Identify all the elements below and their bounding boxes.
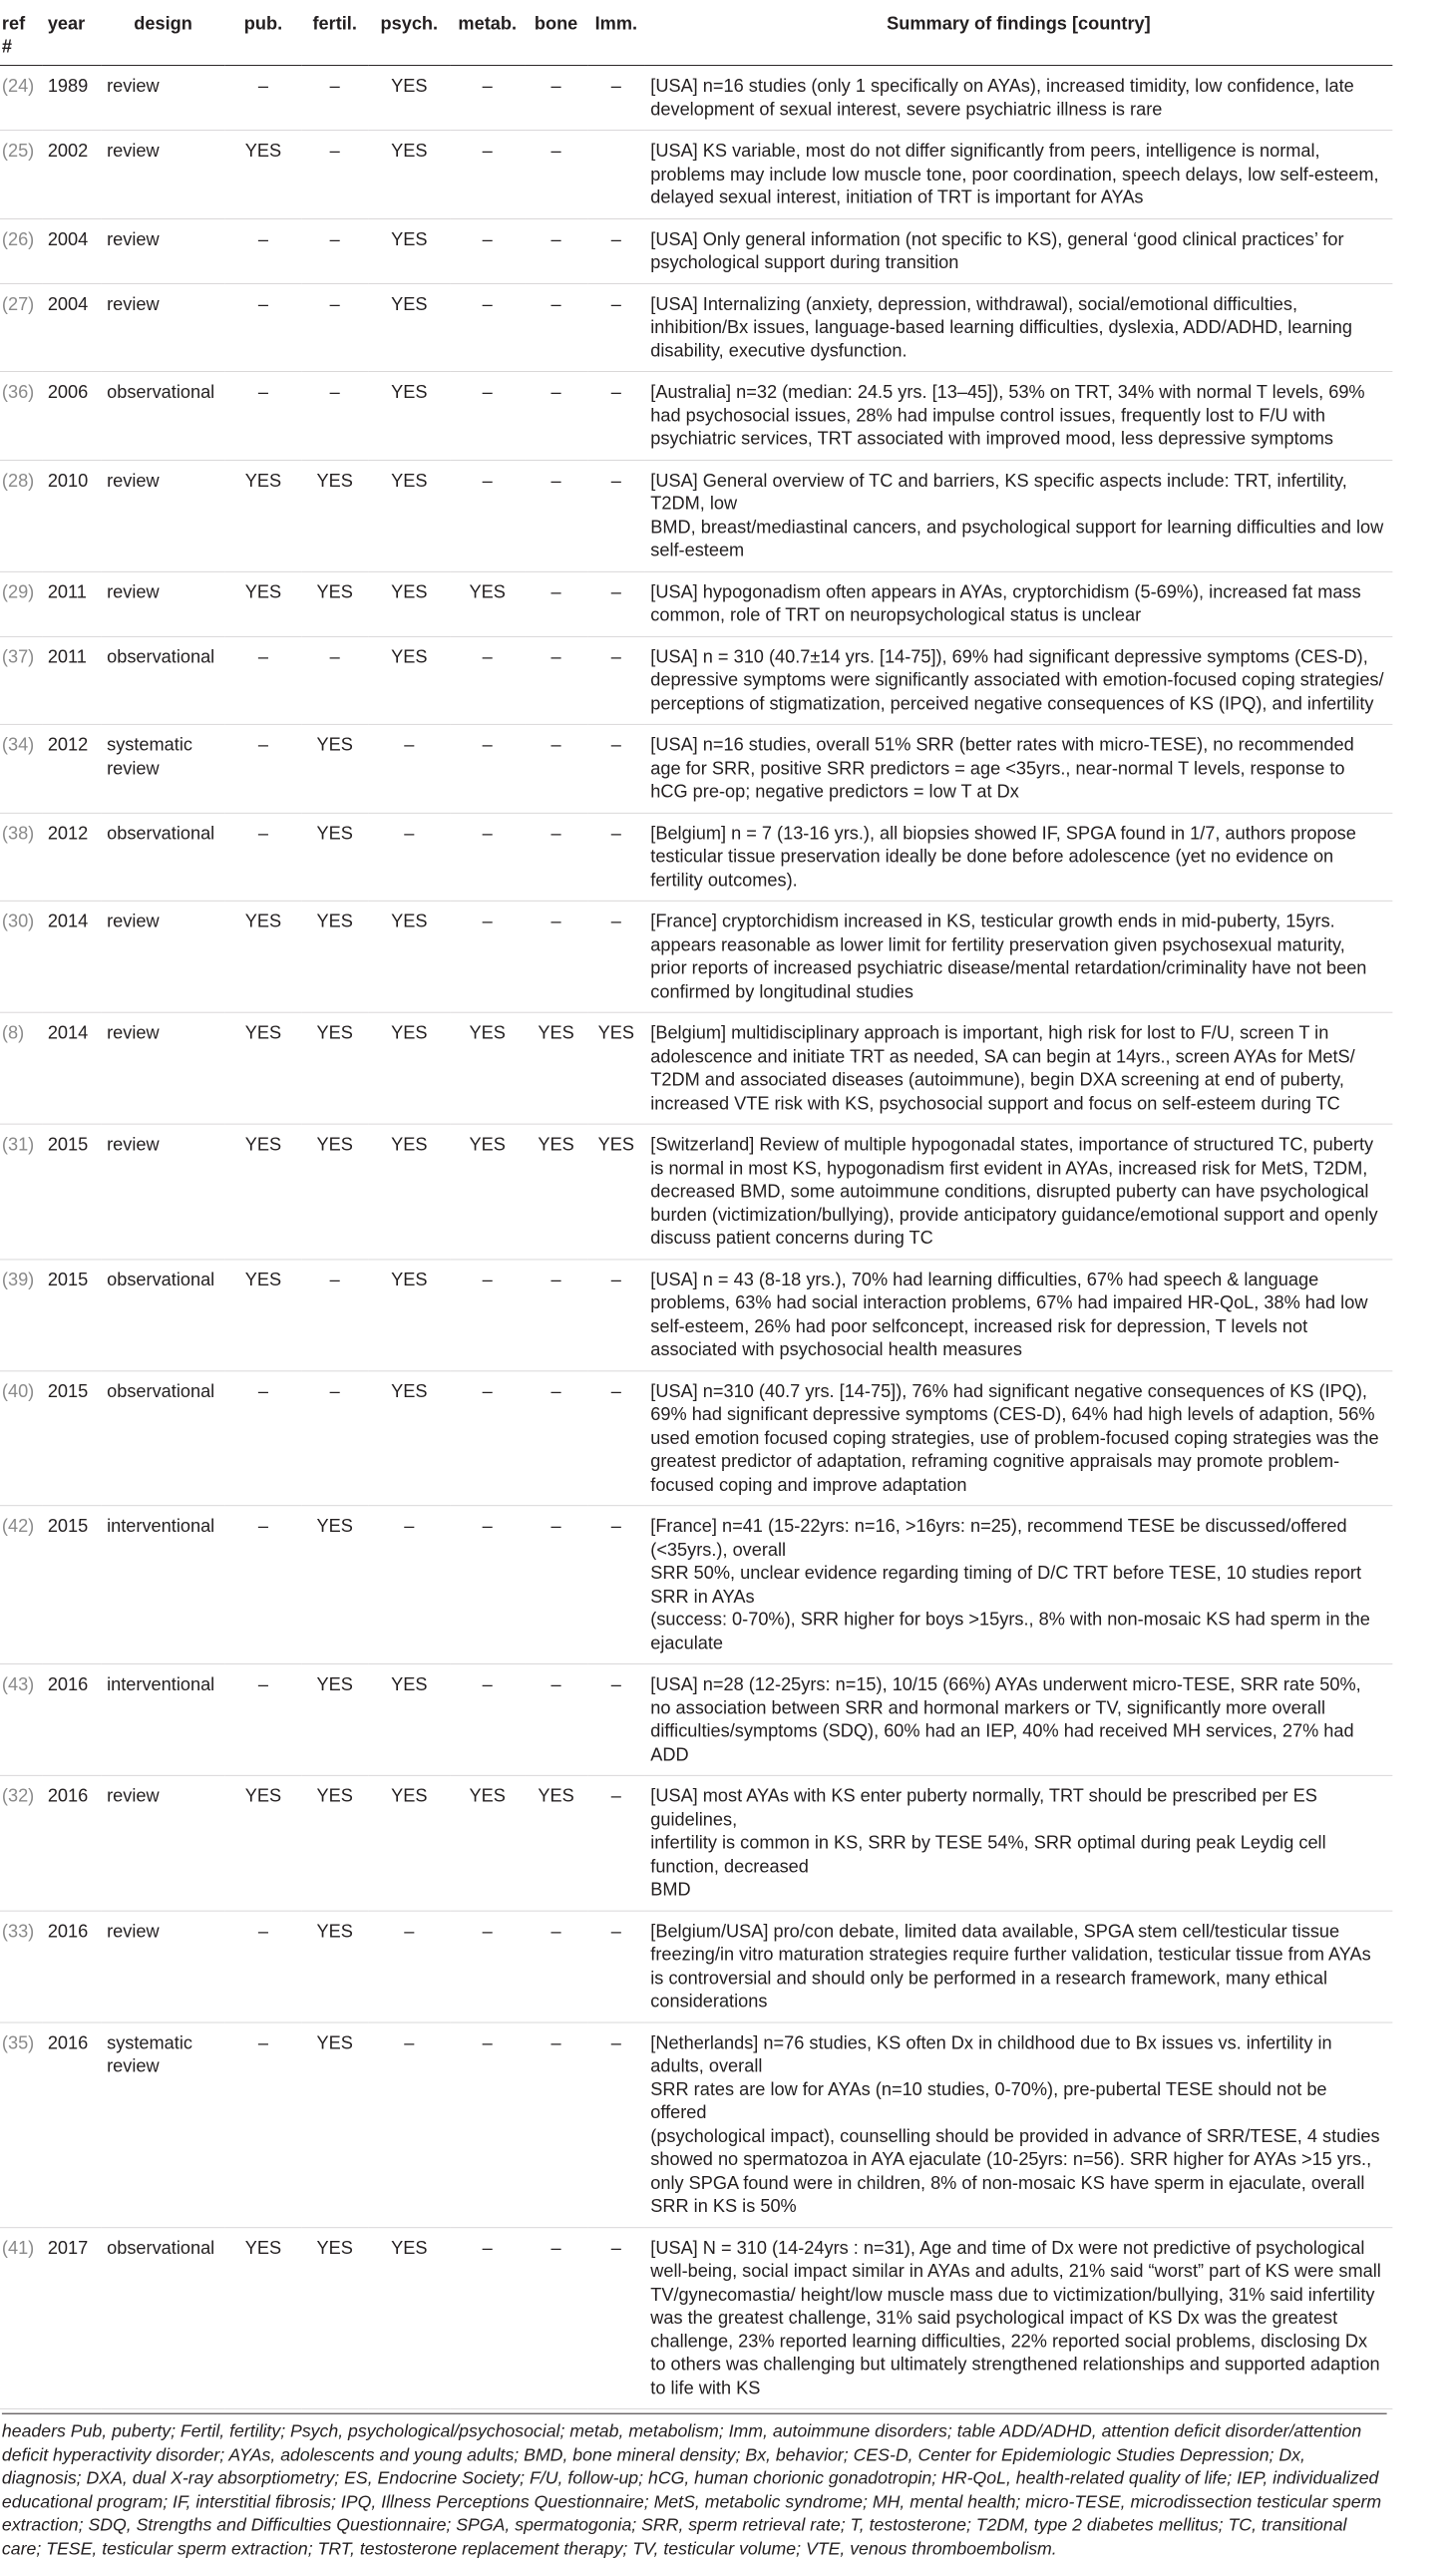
table-row	[0, 1124, 1392, 1259]
cell-imm: –	[587, 724, 644, 812]
cell-imm: –	[587, 460, 644, 571]
cell-pub: –	[225, 1911, 302, 2022]
cell-pub: –	[225, 1370, 302, 1505]
cell-fertil: YES	[301, 460, 368, 571]
cell-metab: –	[450, 218, 525, 283]
cell-bone: –	[525, 813, 587, 901]
cell-metab: –	[450, 1911, 525, 2022]
cell-summary: [Netherlands] n=76 studies, KS often Dx in childhood due to Bx issues vs. infertility in adults, overall SRR rates are low for AYAs (n=10 studies, 0-70%), pre-pubertal TESE should not be offered (psychological impact), counselling should be provided in advance of SRR/TESE, 4 studies showed no spermatozoa in AYA ejaculate (10-25yrs: n=56). SRR higher for AYAs >15 yrs., only SPGA found were in children, 8% of non-mosaic KS have sperm in ejaculate, overall SRR in KS is 50%	[645, 2022, 1393, 2228]
cell-year: 2016	[42, 1663, 101, 1775]
cell-imm: –	[587, 636, 644, 724]
cell-bone: –	[525, 372, 587, 460]
cell-metab: –	[450, 1370, 525, 1505]
cell-ref: (26)	[0, 218, 42, 283]
cell-fertil: –	[301, 1370, 368, 1505]
cell-bone: –	[525, 218, 587, 283]
cell-imm: –	[587, 218, 644, 283]
cell-summary: [USA] hypogonadism often appears in AYAs, cryptorchidism (5-69%), increased fat mass common, role of TRT on neuropsychological status is unclear	[645, 571, 1393, 636]
cell-imm: –	[587, 2022, 644, 2228]
cell-bone: –	[525, 131, 587, 218]
cell-pub: YES	[225, 1012, 302, 1124]
cell-year: 2016	[42, 1775, 101, 1910]
cell-ref: (33)	[0, 1911, 42, 2022]
cell-metab: –	[450, 901, 525, 1012]
cell-imm: –	[587, 1663, 644, 1775]
cell-design: review	[101, 218, 224, 283]
cell-imm: –	[587, 372, 644, 460]
cell-year: 1989	[42, 66, 101, 131]
cell-summary: [USA] N = 310 (14-24yrs : n=31), Age and time of Dx were not predictive of psychological well-being, social impact similar in AYAs and adults, 21% said “worst” part of KS were small TV/gynecomastia/ height/low muscle mass due to victimization/bullying, 31% said infertility was the greatest challenge, 31% said psychological impact of KS Dx was the greatest challenge, 23% reported learning difficulties, 22% reported social problems, disclosing Dx to others was challenging but ultimately strengthened relationships and supported adaption to life with KS	[645, 2227, 1393, 2408]
cell-fertil: YES	[301, 1012, 368, 1124]
cell-design: review	[101, 1775, 224, 1910]
cell-ref: (36)	[0, 372, 42, 460]
cell-summary: [Belgium/USA] pro/con debate, limited data available, SPGA stem cell/testicular tissue freezing/in vitro maturation strategies require further validation, testicular tissue from AYAs is controversial and should only be performed in a research framework, many ethical considerations	[645, 1911, 1393, 2022]
cell-year: 2012	[42, 724, 101, 812]
cell-pub: –	[225, 218, 302, 283]
cell-bone: YES	[525, 1124, 587, 1259]
cell-ref: (34)	[0, 724, 42, 812]
cell-psych: YES	[368, 571, 450, 636]
table-row	[0, 283, 1392, 371]
cell-psych: –	[368, 813, 450, 901]
cell-pub: YES	[225, 901, 302, 1012]
cell-summary: [Belgium] n = 7 (13-16 yrs.), all biopsies showed IF, SPGA found in 1/7, authors propose testicular tissue preservation ideally be done before adolescence (yet no evidence on fertility outcomes).	[645, 813, 1393, 901]
cell-pub: YES	[225, 2227, 302, 2408]
header-design: design	[101, 0, 224, 66]
cell-year: 2006	[42, 372, 101, 460]
cell-pub: –	[225, 724, 302, 812]
table-row	[0, 2227, 1392, 2408]
cell-year: 2014	[42, 901, 101, 1012]
cell-year: 2002	[42, 131, 101, 218]
cell-summary: [France] n=41 (15-22yrs: n=16, >16yrs: n=25), recommend TESE be discussed/offered (<35yrs.), overall SRR 50%, unclear evidence regarding timing of D/C TRT before TESE, 10 studies report SRR in AYAs (success: 0-70%), SRR higher for boys >15yrs., 8% with non-mosaic KS had sperm in the ejaculate	[645, 1506, 1393, 1664]
table-row	[0, 1663, 1392, 1775]
cell-fertil: YES	[301, 1775, 368, 1910]
cell-ref: (42)	[0, 1506, 42, 1664]
table-row	[0, 131, 1392, 218]
cell-fertil: YES	[301, 901, 368, 1012]
cell-ref: (38)	[0, 813, 42, 901]
header-bone: bone	[525, 0, 587, 66]
header-row	[0, 0, 1392, 66]
cell-bone: –	[525, 2227, 587, 2408]
cell-bone: –	[525, 901, 587, 1012]
cell-pub: YES	[225, 571, 302, 636]
cell-bone: –	[525, 1911, 587, 2022]
header-pub: pub.	[225, 0, 302, 66]
cell-design: interventional	[101, 1506, 224, 1664]
cell-design: observational	[101, 813, 224, 901]
cell-metab: –	[450, 131, 525, 218]
cell-summary: [USA] n = 310 (40.7±14 yrs. [14-75]), 69% had significant depressive symptoms (CES-D), depressive symptoms were significantly associated with emotion-focused coping strategies/ perceptions of stigmatization, perceived negative consequences of KS (IPQ), and infertility	[645, 636, 1393, 724]
cell-ref: (43)	[0, 1663, 42, 1775]
cell-summary: [USA] General overview of TC and barriers, KS specific aspects include: TRT, infertility, T2DM, low BMD, breast/mediastinal cancers, and psychological support for learning difficulties and low self-esteem	[645, 460, 1393, 571]
cell-ref: (32)	[0, 1775, 42, 1910]
cell-summary: [Australia] n=32 (median: 24.5 yrs. [13–45]), 53% on TRT, 34% with normal T levels, 69% had psychosocial issues, 28% had impulse control issues, frequently lost to F/U with psychiatric services, TRT associated with improved mood, less depressive symptoms	[645, 372, 1393, 460]
table-row	[0, 636, 1392, 724]
cell-imm: –	[587, 901, 644, 1012]
cell-bone: –	[525, 571, 587, 636]
cell-bone: YES	[525, 1012, 587, 1124]
table-row	[0, 724, 1392, 812]
cell-metab: YES	[450, 1012, 525, 1124]
header-psych: psych.	[368, 0, 450, 66]
cell-metab: –	[450, 372, 525, 460]
cell-ref: (35)	[0, 2022, 42, 2228]
cell-metab: –	[450, 1259, 525, 1370]
cell-fertil: YES	[301, 724, 368, 812]
cell-psych: YES	[368, 1259, 450, 1370]
cell-imm: –	[587, 1370, 644, 1505]
cell-year: 2010	[42, 460, 101, 571]
table-row	[0, 1775, 1392, 1910]
cell-ref: (25)	[0, 131, 42, 218]
cell-psych: YES	[368, 1012, 450, 1124]
cell-bone: –	[525, 1506, 587, 1664]
cell-psych: YES	[368, 1370, 450, 1505]
cell-psych: YES	[368, 901, 450, 1012]
cell-imm	[587, 131, 644, 218]
cell-pub: –	[225, 813, 302, 901]
cell-imm: –	[587, 66, 644, 131]
table-row	[0, 1911, 1392, 2022]
cell-imm: –	[587, 2227, 644, 2408]
cell-ref: (28)	[0, 460, 42, 571]
cell-fertil: YES	[301, 571, 368, 636]
header-summary: Summary of findings [country]	[645, 0, 1393, 66]
table-body	[0, 66, 1392, 2409]
cell-fertil: YES	[301, 1506, 368, 1664]
cell-summary: [USA] n=16 studies, overall 51% SRR (better rates with micro-TESE), no recommended age for SRR, positive SRR predictors = age <35yrs., near-normal T levels, response to hCG pre-op; negative predictors = low T at Dx	[645, 724, 1393, 812]
cell-metab: –	[450, 460, 525, 571]
cell-psych: YES	[368, 636, 450, 724]
cell-imm: –	[587, 283, 644, 371]
cell-metab: –	[450, 813, 525, 901]
cell-bone: –	[525, 1259, 587, 1370]
cell-ref: (39)	[0, 1259, 42, 1370]
cell-design: review	[101, 131, 224, 218]
cell-design: interventional	[101, 1663, 224, 1775]
table-header	[0, 0, 1392, 66]
cell-ref: (41)	[0, 2227, 42, 2408]
table-row	[0, 813, 1392, 901]
cell-summary: [Switzerland] Review of multiple hypogonadal states, importance of structured TC, puberty is normal in most KS, hypogonadism first evident in AYAs, increased risk for MetS, T2DM, decreased BMD, some autoimmune conditions, disrupted puberty can have psychological burden (victimization/bullying), provide anticipatory guidance/emotional support and openly discuss patient concerns during TC	[645, 1124, 1393, 1259]
cell-psych: YES	[368, 460, 450, 571]
table-footnote: headers Pub, puberty; Fertil, fertility; Psych, psychological/psychosocial; metab, metabolism; Imm, autoimmune disorders; table ADD/ADHD, attention deficit disorder/attention deficit hyperactivity disorder; AYAs, adolescents and young adults; BMD, bone mineral density; Bx, behavior; CES-D, Center for Epidemiologic Studies Depression; Dx, diagnosis; DXA, dual X-ray absorptiometry; ES, Endocrine Society; F/U, follow-up; hCG, human chorionic gonadotropin; HR-QoL, health-related quality of life; IEP, individualized educational program; IF, interstitial fibrosis; IPQ, Illness Perceptions Questionnaire; MetS, metabolic syndrome; MH, mental health; micro-TESE, microdissection testicular sperm extraction; SDQ, Strengths and Difficulties Questionnaire; SPGA, spermatogonia; SRR, sperm retrieval rate; T, testosterone; T2DM, type 2 diabetes mellitus; TC, transitional care; TESE, testicular sperm extraction; TRT, testosterone replacement therapy; TV, testicular volume; VTE, venous thromboembolism.	[2, 2413, 1387, 2560]
cell-year: 2011	[42, 571, 101, 636]
cell-metab: –	[450, 66, 525, 131]
header-imm: Imm.	[587, 0, 644, 66]
cell-summary: [USA] KS variable, most do not differ significantly from peers, intelligence is normal, problems may include low muscle tone, poor coordination, speech delays, low self-esteem, delayed sexual interest, initiation of TRT is important for AYAs	[645, 131, 1393, 218]
cell-year: 2015	[42, 1259, 101, 1370]
cell-fertil: –	[301, 283, 368, 371]
table-row	[0, 66, 1392, 131]
cell-pub: –	[225, 1663, 302, 1775]
cell-pub: –	[225, 1506, 302, 1664]
table-row	[0, 571, 1392, 636]
cell-pub: –	[225, 372, 302, 460]
table-row	[0, 1012, 1392, 1124]
cell-imm: –	[587, 1911, 644, 2022]
cell-summary: [Belgium] multidisciplinary approach is important, high risk for lost to F/U, screen T in adolescence and initiate TRT as needed, SA can begin at 14yrs., screen AYAs for MetS/ T2DM and associated diseases (autoimmune), begin DXA screening at end of puberty, increased VTE risk with KS, psychosocial support and focus on self-esteem during TC	[645, 1012, 1393, 1124]
cell-pub: –	[225, 636, 302, 724]
cell-psych: –	[368, 1911, 450, 2022]
cell-bone: –	[525, 636, 587, 724]
cell-year: 2014	[42, 1012, 101, 1124]
cell-design: review	[101, 901, 224, 1012]
cell-ref: (31)	[0, 1124, 42, 1259]
cell-design: review	[101, 460, 224, 571]
cell-pub: YES	[225, 1259, 302, 1370]
cell-fertil: YES	[301, 1663, 368, 1775]
cell-metab: YES	[450, 1775, 525, 1910]
table-row	[0, 1506, 1392, 1664]
table-row	[0, 1370, 1392, 1505]
cell-fertil: –	[301, 131, 368, 218]
cell-fertil: YES	[301, 1911, 368, 2022]
cell-psych: YES	[368, 283, 450, 371]
cell-year: 2004	[42, 218, 101, 283]
cell-design: systematic review	[101, 2022, 224, 2228]
cell-ref: (29)	[0, 571, 42, 636]
cell-fertil: –	[301, 66, 368, 131]
cell-summary: [USA] n=16 studies (only 1 specifically on AYAs), increased timidity, low confidence, late development of sexual interest, severe psychiatric illness is rare	[645, 66, 1393, 131]
cell-summary: [USA] most AYAs with KS enter puberty normally, TRT should be prescribed per ES guidelines, infertility is common in KS, SRR by TESE 54%, SRR optimal during peak Leydig cell function, decreased BMD	[645, 1775, 1393, 1910]
cell-design: review	[101, 1911, 224, 2022]
cell-bone: –	[525, 1663, 587, 1775]
cell-ref: (27)	[0, 283, 42, 371]
table-row	[0, 2022, 1392, 2228]
cell-year: 2011	[42, 636, 101, 724]
cell-pub: YES	[225, 460, 302, 571]
cell-summary: [USA] Internalizing (anxiety, depression, withdrawal), social/emotional difficulties, inhibition/Bx issues, language-based learning difficulties, dyslexia, ADD/ADHD, learning disability, executive dysfunction.	[645, 283, 1393, 371]
cell-design: review	[101, 1012, 224, 1124]
cell-summary: [USA] Only general information (not specific to KS), general ‘good clinical practices’ for psychological support during transition	[645, 218, 1393, 283]
cell-year: 2015	[42, 1506, 101, 1664]
cell-bone: –	[525, 2022, 587, 2228]
cell-fertil: YES	[301, 1124, 368, 1259]
cell-year: 2015	[42, 1370, 101, 1505]
cell-fertil: –	[301, 636, 368, 724]
cell-pub: YES	[225, 1775, 302, 1910]
cell-ref: (40)	[0, 1370, 42, 1505]
cell-design: review	[101, 283, 224, 371]
cell-bone: YES	[525, 1775, 587, 1910]
cell-psych: YES	[368, 1124, 450, 1259]
cell-imm: YES	[587, 1012, 644, 1124]
table-row	[0, 460, 1392, 571]
cell-fertil: –	[301, 372, 368, 460]
header-metab: metab.	[450, 0, 525, 66]
cell-psych: YES	[368, 2227, 450, 2408]
cell-design: systematic review	[101, 724, 224, 812]
cell-metab: –	[450, 636, 525, 724]
cell-year: 2012	[42, 813, 101, 901]
cell-ref: (8)	[0, 1012, 42, 1124]
cell-metab: –	[450, 283, 525, 371]
cell-imm: –	[587, 1506, 644, 1664]
header-year: year	[42, 0, 101, 66]
cell-bone: –	[525, 66, 587, 131]
cell-metab: YES	[450, 571, 525, 636]
cell-year: 2015	[42, 1124, 101, 1259]
table-row	[0, 372, 1392, 460]
table-row	[0, 218, 1392, 283]
cell-design: review	[101, 66, 224, 131]
cell-metab: –	[450, 2022, 525, 2228]
cell-metab: –	[450, 2227, 525, 2408]
table-row	[0, 901, 1392, 1012]
cell-psych: –	[368, 724, 450, 812]
cell-metab: YES	[450, 1124, 525, 1259]
cell-psych: YES	[368, 1775, 450, 1910]
cell-psych: YES	[368, 1663, 450, 1775]
cell-summary: [USA] n=310 (40.7 yrs. [14-75]), 76% had significant negative consequences of KS (IPQ), 69% had significant depressive symptoms (CES-D), 64% had high levels of adaption, 56% used emotion focused coping strategies, use of problem-focused coping strategies was the greatest predictor of adaptation, reframing cognitive appraisals may promote problem-focused coping and improve adaptation	[645, 1370, 1393, 1505]
cell-summary: [USA] n=28 (12-25yrs: n=15), 10/15 (66%) AYAs underwent micro-TESE, SRR rate 50%, no association between SRR and hormonal markers or TV, significantly more overall difficulties/symptoms (SDQ), 60% had an IEP, 40% had received MH services, 27% had ADD	[645, 1663, 1393, 1775]
cell-ref: (30)	[0, 901, 42, 1012]
cell-bone: –	[525, 283, 587, 371]
header-ref: ref #	[0, 0, 42, 66]
cell-imm: –	[587, 813, 644, 901]
cell-fertil: YES	[301, 2022, 368, 2228]
cell-pub: –	[225, 66, 302, 131]
cell-year: 2004	[42, 283, 101, 371]
cell-year: 2016	[42, 1911, 101, 2022]
cell-design: observational	[101, 1259, 224, 1370]
cell-bone: –	[525, 724, 587, 812]
cell-fertil: YES	[301, 813, 368, 901]
cell-psych: YES	[368, 131, 450, 218]
cell-ref: (24)	[0, 66, 42, 131]
cell-imm: YES	[587, 1124, 644, 1259]
cell-psych: YES	[368, 66, 450, 131]
cell-design: observational	[101, 372, 224, 460]
table-row	[0, 1259, 1392, 1370]
cell-design: review	[101, 1124, 224, 1259]
cell-design: observational	[101, 636, 224, 724]
cell-metab: –	[450, 1506, 525, 1664]
cell-pub: YES	[225, 131, 302, 218]
cell-metab: –	[450, 724, 525, 812]
cell-imm: –	[587, 1775, 644, 1910]
cell-year: 2017	[42, 2227, 101, 2408]
cell-psych: –	[368, 2022, 450, 2228]
cell-psych: –	[368, 1506, 450, 1664]
cell-design: observational	[101, 2227, 224, 2408]
cell-metab: –	[450, 1663, 525, 1775]
cell-pub: –	[225, 283, 302, 371]
header-fertil: fertil.	[301, 0, 368, 66]
cell-summary: [France] cryptorchidism increased in KS, testicular growth ends in mid-puberty, 15yrs. appears reasonable as lower limit for fertility preservation given psychosexual maturity, prior reports of increased psychiatric disease/mental retardation/criminality have not been confirmed by longitudinal studies	[645, 901, 1393, 1012]
cell-imm: –	[587, 571, 644, 636]
cell-bone: –	[525, 460, 587, 571]
cell-ref: (37)	[0, 636, 42, 724]
cell-year: 2016	[42, 2022, 101, 2228]
cell-bone: –	[525, 1370, 587, 1505]
cell-fertil: YES	[301, 2227, 368, 2408]
cell-design: observational	[101, 1370, 224, 1505]
cell-psych: YES	[368, 218, 450, 283]
cell-design: review	[101, 571, 224, 636]
cell-pub: –	[225, 2022, 302, 2228]
cell-psych: YES	[368, 372, 450, 460]
cell-fertil: –	[301, 1259, 368, 1370]
cell-summary: [USA] n = 43 (8-18 yrs.), 70% had learning difficulties, 67% had speech & language problems, 63% had social interaction problems, 67% had impaired HR-QoL, 38% had low self-esteem, 26% had poor selfconcept, increased risk for depression, T levels not associated with psychosocial health measures	[645, 1259, 1393, 1370]
cell-pub: YES	[225, 1124, 302, 1259]
cell-imm: –	[587, 1259, 644, 1370]
cell-fertil: –	[301, 218, 368, 283]
